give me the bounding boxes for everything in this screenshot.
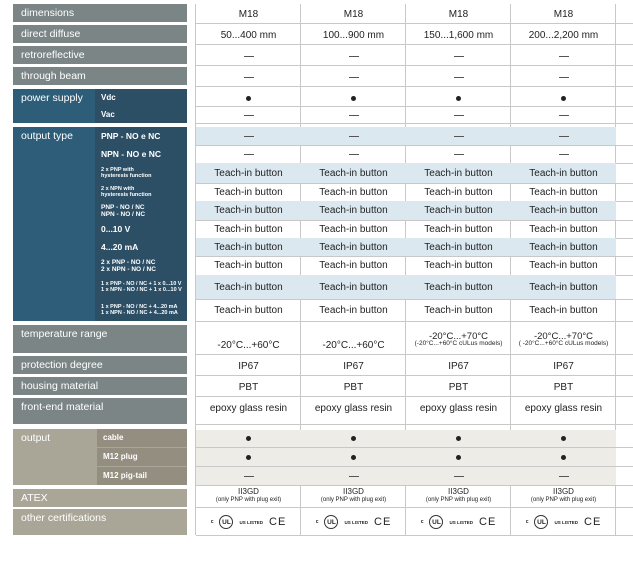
row-label-output-type: output type (13, 127, 187, 321)
output-type-sub-label (95, 238, 187, 256)
temperature-value (511, 326, 616, 354)
atex-note: (only PNP with plug exit) (425, 497, 492, 503)
dimension-value: M18 (343, 8, 364, 20)
output-type-text: hysteresis function (101, 173, 152, 179)
row-label-retroreflective: retroreflective (13, 46, 187, 64)
ce-mark-icon: CE (374, 516, 392, 528)
teach-in-value: Teach-in button (424, 260, 493, 271)
m12-plug-value (301, 448, 406, 466)
output-type-sub-label (95, 220, 187, 238)
vac-value (406, 107, 511, 123)
bullet-mark (246, 96, 251, 101)
cable-value (511, 430, 616, 447)
through-beam-value (406, 68, 511, 86)
retroreflective-value (301, 47, 406, 65)
row-label-protection-degree: protection degree (13, 356, 187, 374)
dimension-value: M18 (448, 8, 469, 20)
bullet-mark (456, 96, 461, 101)
teach-in-value: Teach-in button (319, 186, 388, 198)
output-type-text: 1 x PNP - NO / NC + 4...20 mA (101, 303, 178, 310)
atex-note: (only PNP with plug exit) (215, 497, 282, 503)
bullet-mark (351, 436, 356, 441)
row-label-front-end-material: front-end material (13, 398, 187, 424)
atex-value (511, 485, 616, 507)
output-type-sub-label (95, 201, 187, 220)
sub-label-cable: cable (97, 429, 187, 447)
output-type-sub-label (95, 275, 187, 299)
teach-in-value: Teach-in button (406, 201, 511, 220)
dash-mark (244, 136, 254, 137)
teach-in-value: Teach-in button (424, 304, 493, 316)
cable-value (196, 430, 301, 447)
through-beam-value (511, 68, 616, 86)
teach-in-value: Teach-in button (511, 275, 616, 299)
dash-mark (349, 476, 359, 477)
dash-mark (244, 154, 254, 155)
range-value: 100...900 mm (322, 29, 385, 41)
row-label-power-supply: power supply (13, 89, 187, 123)
ul-logo-icon: UL (219, 515, 233, 529)
row-divider (196, 424, 633, 425)
bullet-mark (456, 436, 461, 441)
vdc-value (511, 90, 616, 106)
output-type-text: 1 x NPN - NO / NC + 1 x 0...10 V (101, 287, 182, 293)
m12-pigtail-value (196, 467, 301, 485)
ce-mark-icon: CE (479, 516, 497, 528)
teach-in-value: Teach-in button (196, 163, 301, 183)
vdc-value (301, 90, 406, 106)
teach-in-value: Teach-in button (214, 260, 283, 271)
dash-mark (559, 136, 569, 137)
protection-value: IP67 (448, 360, 469, 372)
ce-mark-icon: CE (269, 516, 287, 528)
certification-marks (196, 509, 301, 535)
output-type-sub-label (95, 163, 187, 183)
ce-mark-icon: CE (584, 516, 602, 528)
atex-value (301, 485, 406, 507)
cul-c-mark: c (210, 519, 214, 525)
dash-mark (454, 476, 464, 477)
output-type-text: 2 x PNP with (101, 166, 134, 173)
output-type-sub-label (95, 299, 187, 321)
atex-value (196, 485, 301, 507)
row-label-output: output (13, 429, 187, 485)
ul-listed-text: US LISTED (554, 519, 578, 525)
atex-note: (only PNP with plug exit) (530, 497, 597, 503)
bullet-mark (246, 436, 251, 441)
teach-in-value: Teach-in button (214, 304, 283, 316)
teach-in-value: Teach-in button (301, 275, 406, 299)
row-divider (196, 44, 633, 45)
atex-class: II3GD (238, 487, 259, 496)
output-type-text: 2 x PNP - NO / NC (101, 258, 156, 266)
output-type-value (406, 145, 511, 163)
cul-c-mark: c (420, 519, 424, 525)
bullet-mark (561, 455, 566, 460)
housing-value: PBT (448, 381, 469, 393)
bullet-mark (351, 455, 356, 460)
temperature-value (406, 326, 511, 354)
row-divider (196, 396, 633, 397)
output-type-text: 2 x NPN - NO / NC (101, 265, 156, 273)
dash-mark (559, 154, 569, 155)
dash-mark (559, 115, 569, 116)
output-type-sub-label (95, 256, 187, 275)
output-type-text: PNP - NO / NC (101, 203, 145, 211)
row-label-other-certifications: other certifications (13, 509, 187, 535)
dash-mark (559, 476, 569, 477)
row-label-direct-diffuse: direct diffuse (13, 25, 187, 43)
certification-marks (511, 509, 616, 535)
m12-plug-value (196, 448, 301, 466)
teach-in-value: Teach-in button (406, 163, 511, 183)
ul-listed-text: US LISTED (449, 519, 473, 525)
bullet-mark (561, 436, 566, 441)
protection-value: IP67 (553, 360, 574, 372)
vac-value (301, 107, 406, 123)
through-beam-value (196, 68, 301, 86)
temperature-value: -20°C...+60°C (217, 339, 280, 351)
retroreflective-value (511, 47, 616, 65)
ul-logo-icon: UL (324, 515, 338, 529)
housing-value: PBT (343, 381, 364, 393)
output-type-sub-label (95, 183, 187, 201)
bullet-mark (456, 455, 461, 460)
teach-in-value: Teach-in button (319, 223, 388, 235)
teach-in-value: Teach-in button (529, 186, 598, 198)
temperature-note: ( -20°C...+60°C cULus models) (518, 340, 609, 348)
m12-pigtail-value (511, 467, 616, 485)
retroreflective-value (406, 47, 511, 65)
row-divider (196, 354, 633, 355)
bullet-mark (561, 96, 566, 101)
dash-mark (349, 154, 359, 155)
output-type-text: 1 x PNP - NO / NC + 1 x 0...10 V (101, 280, 182, 287)
output-type-sub-label (95, 145, 187, 163)
row-label-housing-material: housing material (13, 377, 187, 395)
m12-plug-value (406, 448, 511, 466)
dash-mark (349, 77, 359, 78)
vac-value (511, 107, 616, 123)
front-end-value: epoxy glass resin (209, 402, 288, 414)
teach-in-value: Teach-in button (214, 223, 283, 235)
teach-in-value: Teach-in button (511, 163, 616, 183)
ul-listed-text: US LISTED (344, 519, 368, 525)
row-divider (196, 65, 633, 66)
teach-in-value: Teach-in button (319, 304, 388, 316)
dash-mark (349, 56, 359, 57)
row-divider (196, 375, 633, 376)
dash-mark (454, 115, 464, 116)
row-divider (196, 507, 633, 508)
dash-mark (559, 56, 569, 57)
teach-in-value: Teach-in button (529, 223, 598, 235)
row-label-atex: ATEX (13, 489, 187, 507)
cable-value (406, 430, 511, 447)
front-end-value: epoxy glass resin (524, 402, 603, 414)
teach-in-value: Teach-in button (196, 275, 301, 299)
certification-group (526, 515, 602, 529)
sub-label-m12-plug: M12 plug (97, 448, 187, 466)
bullet-mark (246, 455, 251, 460)
row-divider (196, 23, 633, 24)
m12-plug-value (511, 448, 616, 466)
ul-logo-icon: UL (429, 515, 443, 529)
output-type-value (406, 127, 511, 145)
output-type-text: 1 x NPN - NO / NC + 4...20 mA (101, 310, 178, 316)
row-divider (196, 466, 633, 467)
range-value: 50...400 mm (220, 29, 277, 41)
sub-label-vdc: Vdc (95, 89, 187, 106)
row-divider (196, 447, 633, 448)
dimension-value: M18 (238, 8, 259, 20)
teach-in-value: Teach-in button (301, 201, 406, 220)
temperature-note: (-20°C...+60°C cULus models) (414, 340, 503, 348)
teach-in-value: Teach-in button (301, 238, 406, 256)
cul-c-mark: c (315, 519, 319, 525)
dash-mark (244, 77, 254, 78)
output-type-value (196, 145, 301, 163)
dash-mark (454, 136, 464, 137)
row-label-temperature-range: temperature range (13, 325, 187, 353)
protection-value: IP67 (238, 360, 259, 372)
output-type-text: 4...20 mA (101, 242, 139, 252)
row-label-dimensions: dimensions (13, 4, 187, 22)
protection-value: IP67 (343, 360, 364, 372)
housing-value: PBT (238, 381, 259, 393)
sub-label-m12-pigtail: M12 pig-tail (97, 467, 187, 485)
cul-c-mark: c (525, 519, 529, 525)
teach-in-value: Teach-in button (214, 186, 283, 198)
row-divider (196, 86, 633, 87)
dash-mark (244, 56, 254, 57)
sub-label-vac: Vac (95, 106, 187, 123)
m12-pigtail-value (406, 467, 511, 485)
output-type-value (301, 127, 406, 145)
dash-mark (559, 77, 569, 78)
vdc-value (406, 90, 511, 106)
atex-class: II3GD (553, 487, 574, 496)
teach-in-value: Teach-in button (196, 201, 301, 220)
teach-in-value: Teach-in button (511, 238, 616, 256)
temperature-main: -20°C...+70°C (428, 331, 489, 343)
teach-in-value: Teach-in button (529, 260, 598, 271)
dash-mark (244, 476, 254, 477)
range-value: 150...1,600 mm (423, 29, 494, 41)
dimension-value: M18 (553, 8, 574, 20)
atex-note: (only PNP with plug exit) (320, 497, 387, 503)
temperature-main: -20°C...+70°C (533, 331, 594, 343)
vac-value (196, 107, 301, 123)
certification-group (211, 515, 287, 529)
temperature-value: -20°C...+60°C (322, 339, 385, 351)
output-type-value (511, 127, 616, 145)
atex-class: II3GD (448, 487, 469, 496)
row-divider (196, 321, 633, 322)
teach-in-value: Teach-in button (511, 201, 616, 220)
row-divider (196, 535, 633, 536)
dash-mark (349, 136, 359, 137)
output-type-value (511, 145, 616, 163)
certification-marks (301, 509, 406, 535)
ul-logo-icon: UL (534, 515, 548, 529)
certification-group (316, 515, 392, 529)
atex-class: II3GD (343, 487, 364, 496)
certification-marks (406, 509, 511, 535)
vdc-value (196, 90, 301, 106)
output-type-text: 0...10 V (101, 224, 131, 234)
teach-in-value: Teach-in button (196, 238, 301, 256)
row-divider (196, 123, 633, 124)
certification-group (421, 515, 497, 529)
dash-mark (349, 115, 359, 116)
teach-in-value: Teach-in button (301, 163, 406, 183)
output-type-value (196, 127, 301, 145)
teach-in-value: Teach-in button (406, 275, 511, 299)
dash-mark (244, 115, 254, 116)
cable-value (301, 430, 406, 447)
output-type-text: 2 x NPN with (101, 185, 135, 192)
retroreflective-value (196, 47, 301, 65)
row-label-through-beam: through beam (13, 67, 187, 85)
teach-in-value: Teach-in button (319, 260, 388, 271)
dash-mark (454, 154, 464, 155)
front-end-value: epoxy glass resin (419, 402, 498, 414)
teach-in-value: Teach-in button (406, 238, 511, 256)
range-value: 200...2,200 mm (528, 29, 599, 41)
teach-in-value: Teach-in button (424, 186, 493, 198)
teach-in-value: Teach-in button (529, 304, 598, 316)
output-type-text: PNP - NO e NC (101, 131, 161, 141)
housing-value: PBT (553, 381, 574, 393)
dash-mark (454, 56, 464, 57)
output-type-sub-label (95, 127, 187, 145)
output-type-text: hysteresis function (101, 192, 152, 198)
through-beam-value (301, 68, 406, 86)
output-type-text: NPN - NO / NC (101, 210, 146, 218)
output-type-value (301, 145, 406, 163)
ul-listed-text: US LISTED (239, 519, 263, 525)
atex-value (406, 485, 511, 507)
bullet-mark (351, 96, 356, 101)
front-end-value: epoxy glass resin (314, 402, 393, 414)
dash-mark (454, 77, 464, 78)
output-type-text: NPN - NO e NC (101, 149, 161, 159)
teach-in-value: Teach-in button (424, 223, 493, 235)
m12-pigtail-value (301, 467, 406, 485)
